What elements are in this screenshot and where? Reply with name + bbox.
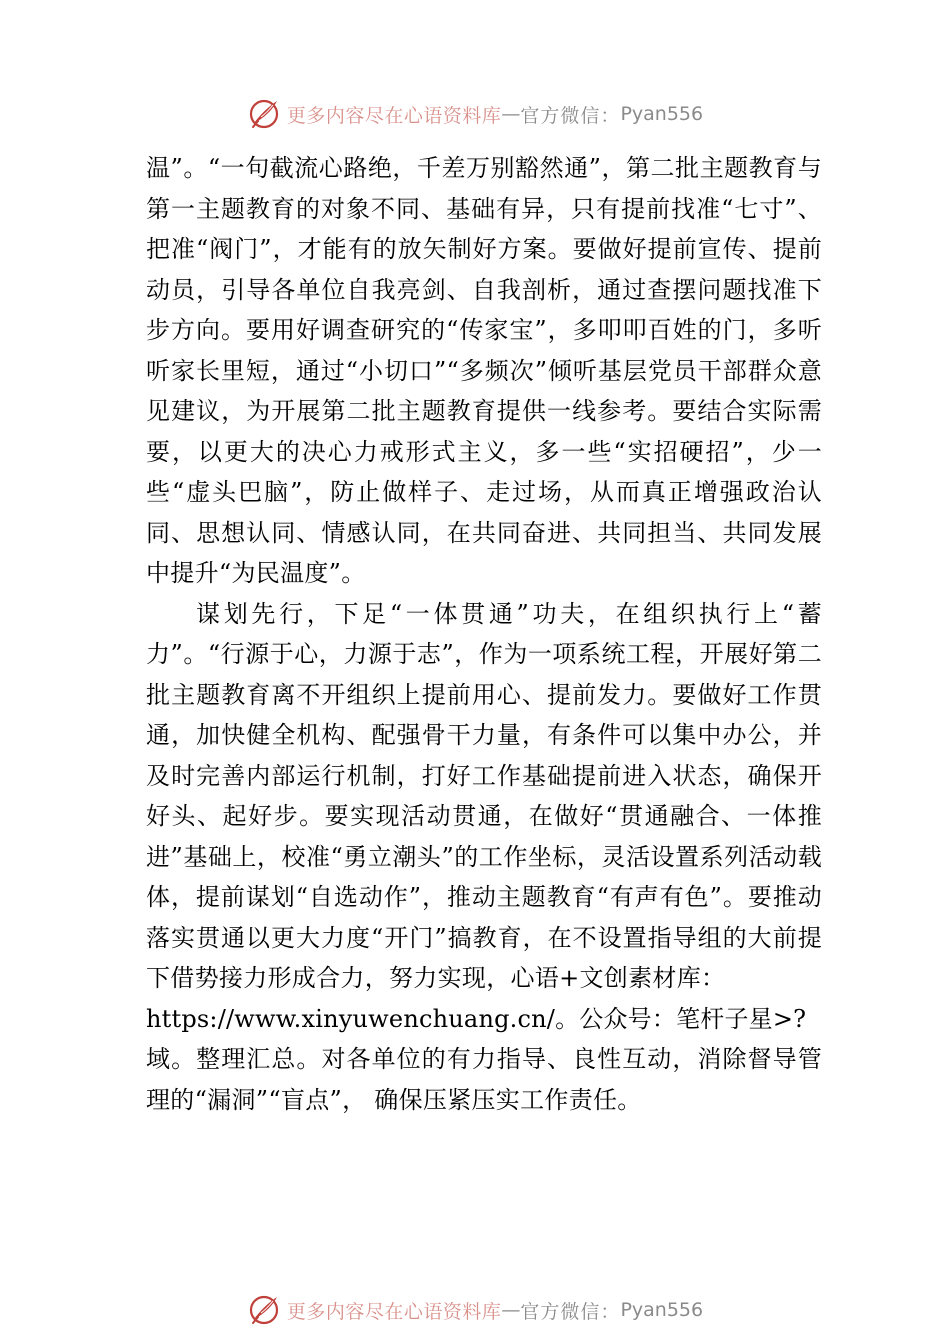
paragraph-1: 温”。“一句截流心路绝，千差万别豁然通”，第二批主题教育与第一主题教育的对象不同、基础有异，只有提前找准“七寸”、把准“阀门”，才能有的放矢制好方案。要做好提前宣传、提前动员，引导各单位自我亮剑、自我剖析，通过查摆问题找准下步方向。要用好调查研究的“传家宝”，多叩叩百姓的门，多听听家长里短，通过“小切口”“多频次”倾听基层党员干部群众意见建议，为开展第二批主题教育提供一线参考。要结合实际需要，以更大的决心力戒形式主义，多一些“实招硬招”，少一些“虚头巴脑”，防止做样子、走过场，从而真正增强政治认同、思想认同、情感认同，在共同奋进、共同担当、共同发展中提升“为民温度”。 [146,154,822,587]
banner-subtitle: 官方微信： [520,104,621,127]
paragraph-2-url-line: https://www.xinyuwenchuang.cn/。公众号：笔杆子星>? [146,1004,807,1033]
paragraph-2-part-a: 谋划先行，下足“一体贯通”功夫，在组织执行上“蓄力”。“行源于心，力源于志”，作为一项系统工程，开展好第二批主题教育离不开组织上提前用心、提前发力。要做好工作贯通，加快健全机构、配强骨干力量，有条件可以集中办公，并及时完善内部运行机制，打好工作基础提前进入状态，确保开好头、起好步。要实现活动贯通，在做好“贯通融合、一体推进”基础上，校准“勇立潮头”的工作坐标，灵活设置系列活动载体，提前谋划“自选动作”，推动主题教育“有声有色”。要推动落实贯通以更大力度“开门”搞教育，在不设置指导组的大前提下借势接力形成合力，努力实现，心语+文创素材库： [146,599,822,992]
quill-logo-icon [247,97,281,131]
banner-brand-text: 更多内容尽在心语资料库 [286,1300,502,1323]
document-body [146,148,822,1120]
banner-separator: — [501,103,521,125]
quill-logo-icon [247,1293,281,1327]
footer-banner [0,1290,950,1330]
banner-wechat-handle: Pyan556 [620,1299,704,1321]
header-banner [0,94,950,134]
banner-subtitle: 官方微信： [520,1300,621,1323]
banner-wechat-handle: Pyan556 [620,103,704,125]
paragraph-2-part-c: 域。整理汇总。对各单位的有力指导、良性互动，消除督导管理的“漏洞”“盲点”， 确保压紧压实工作责任。 [146,1045,822,1114]
banner-separator: — [501,1299,521,1321]
banner-brand-text: 更多内容尽在心语资料库 [286,104,502,127]
